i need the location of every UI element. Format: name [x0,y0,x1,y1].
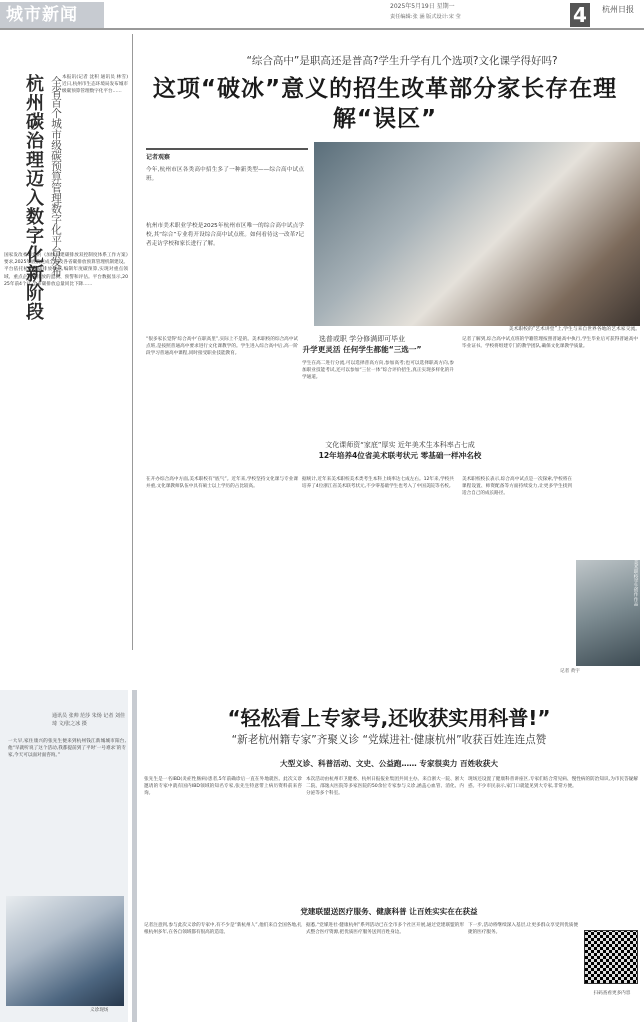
observation-label: 记者观察 [146,154,171,161]
bottom-headline: “轻松看上专家号,还收获实用科普!” [227,706,551,730]
feature-headline: 这项“破冰”意义的招生改革部分家长存在理解“误区” [152,76,618,132]
issue-date: 2025年5月19日 星期一 [390,3,455,10]
left-article-body: 国家发改委印发的《加快构建碳排放双控制度体系工作方案》要求,2025年底前完成全国及各省碳排放预算管理机制建设。平台依托杭州市碳排放数据,编制年度碳预算,实现对重点领域、重点企业碳排放的监测、预警和评估。平台数据显示,2025年前4个月,全市碳排放总量同比下降…… [4,253,128,287]
clinic-photo [6,896,124,1006]
observation-text-2: 杭州市美术职业学校是2025年杭州市区唯一的综合高中试点学校,其“综合”专业将开设综合高中试点班。如何看待这一改革?记者走访学校和家长进行了解。 [146,223,304,247]
bottom-column-5: 据悉,“党媒进社·健康杭州”系列活动已在全市多个社区开展,通过党建联盟的形式整合医疗资源,把优质医疗服务送到百姓身边。 [306,923,464,936]
feature-subhead-1 [302,334,422,355]
observation-text: 今年,杭州市区各类高中招生多了一种新类型——综合高中试点班。 [146,167,304,182]
section-title: 城市新闻 [6,5,78,25]
classroom-photo [314,142,640,326]
newspaper-logo: 杭州日报 [602,5,634,14]
subhead-1-line-a: 选普或职 学分修满即可毕业 [318,335,406,343]
qr-code-caption: 扫码查看更多内容 [593,991,631,996]
subhead-1-line-b: 升学更灵活 任何学生都能“三选一” [302,345,422,354]
bottom-column-6: 下一步,活动将继续深入基层,让更多群众享受到优质便捷的医疗服务。 [468,923,578,936]
feature-column-4: 在开办综合高中方面,美术职校有“底气”。近年来,学校坚持文化课与专业课并重,文化课教师队伍中具有硕士以上学历的占比较高。 [146,477,298,490]
bottom-lead-text: 一大早,家住康兴的张先生便来到杭州钱江新城城市阳台,他“早就听说了这个活动,我都提前到了平时‘一号难求’的专家,今天可以面对面咨询。” [8,739,126,759]
left-article-lead: 本报讯(记者 沈积 通讯员 林雪)近日,杭州市生态环境局发布城市级碳预算管理数字化平台…… [62,75,128,95]
student-artwork-caption: 美术职校学生创作作品 [633,560,638,606]
clinic-photo-caption: 义诊现场 [90,1008,109,1013]
feature-kicker: “综合高中”是职高还是普高?学生升学有几个选项?文化课学得好吗? [246,55,558,67]
qr-code-icon[interactable] [584,930,638,984]
subhead-2-line-a: 文化课师资“家底”厚实 近年美术生本科率占七成 [325,441,475,449]
observation-box [146,148,308,298]
page-number: 4 [570,3,590,27]
feature-column-3: 记者了解到,综合高中试点班的学籍管理按照普通高中执行,学生毕业后可获得普通高中毕业证书。学校将组建专门的教学团队,确保文化课教学质量。 [462,337,638,350]
feature-column-6: 美术职校校长表示,综合高中试点是一次探索,学校将在课程设置、师资配备等方面持续发力,让更多学生找到适合自己的成长路径。 [462,477,572,497]
left-article-subhead: 全省首个城市级碳预算管理数字化平台发布 [50,76,62,278]
bottom-subhead-1: 大型义诊、科普活动、文史、公益跑…… 专家很卖力 百姓收获大 [280,759,498,768]
bottom-subhead-2: 党建联盟送医疗服务、健康科普 让百姓实实在在获益 [300,907,478,916]
reporter-credit: 记者 黄宇 [560,669,580,674]
classroom-photo-caption: 美术职校的“艺术讲堂”上,学生与来自世界各地的艺术家交流。 [508,327,640,332]
bottom-subheadline: “新老杭州籍专家”齐聚义诊 “党媒进社·健康杭州”收获百姓连连点赞 [231,734,547,746]
bottom-column-2: 本次活动由杭州市卫健委、杭州日报报业集团共同主办。来自浙大一院、浙大二院、邵逸夫医院等多家医院的50余位专家参与义诊,涵盖心血管、消化、内分泌等多个科室。 [306,777,464,797]
left-article-headline: 杭州碳治理迈入数字化新阶段 [23,74,44,321]
bottom-column-1: 张先生是一名IBD(炎症性肠病)患者,5年前确诊后一直在外地就医。此次义诊邀请的专家中就有国内IBD领域的知名专家,张先生特意带上病历资料前来咨询。 [144,777,302,797]
editor-credit: 责任编辑:张 涵 版式设计:宋 莹 [390,14,461,20]
feature-column-1: “很多家长觉得‘综合高中’在职高里”,实际上不是的。美术职校的综合高中试点班,是按照普通高中要求进行文化课教学的。学生进入综合高中后,高一阶段学习普通高中课程,同时接受职业技能教育。 [146,337,298,357]
bottom-column-4: 记者注意到,参与此次义诊的专家中,有不少是“新杭州人”,他们来自全国各地,扎根杭州多年,在各自领域都有很高的造诣。 [144,923,302,936]
feature-column-5: 据统计,近年来美术职校美术类考生本科上线率达七成左右。12年来,学校共培养了4位浙江省美术联考状元,不少零基础学生也考入了中国美院等名校。 [302,477,454,490]
column-divider [132,34,133,650]
feature-subhead-2 [290,440,510,461]
bottom-credits: 通讯员 张帅 范莎 朱炀 记者 刘佳琦 文/张之冰 摄 [52,713,125,727]
bottom-column-3: 现场还设置了健康科普讲座区,专家们结合常见病、慢性病的防治知识,为市民答疑解惑。不少市民表示,家门口就能见到大专家,非常方便。 [468,777,638,790]
feature-column-2: 学生在高二进行分流,可以选择普高方向,参加高考;也可以选择职高方向,参加职业技能考试,还可以参加“三位一体”综合评价招生,真正实现多样化的升学通道。 [302,361,454,381]
subhead-2-line-b: 12年培养4位省美术联考状元 零基础一样冲名校 [318,451,482,460]
